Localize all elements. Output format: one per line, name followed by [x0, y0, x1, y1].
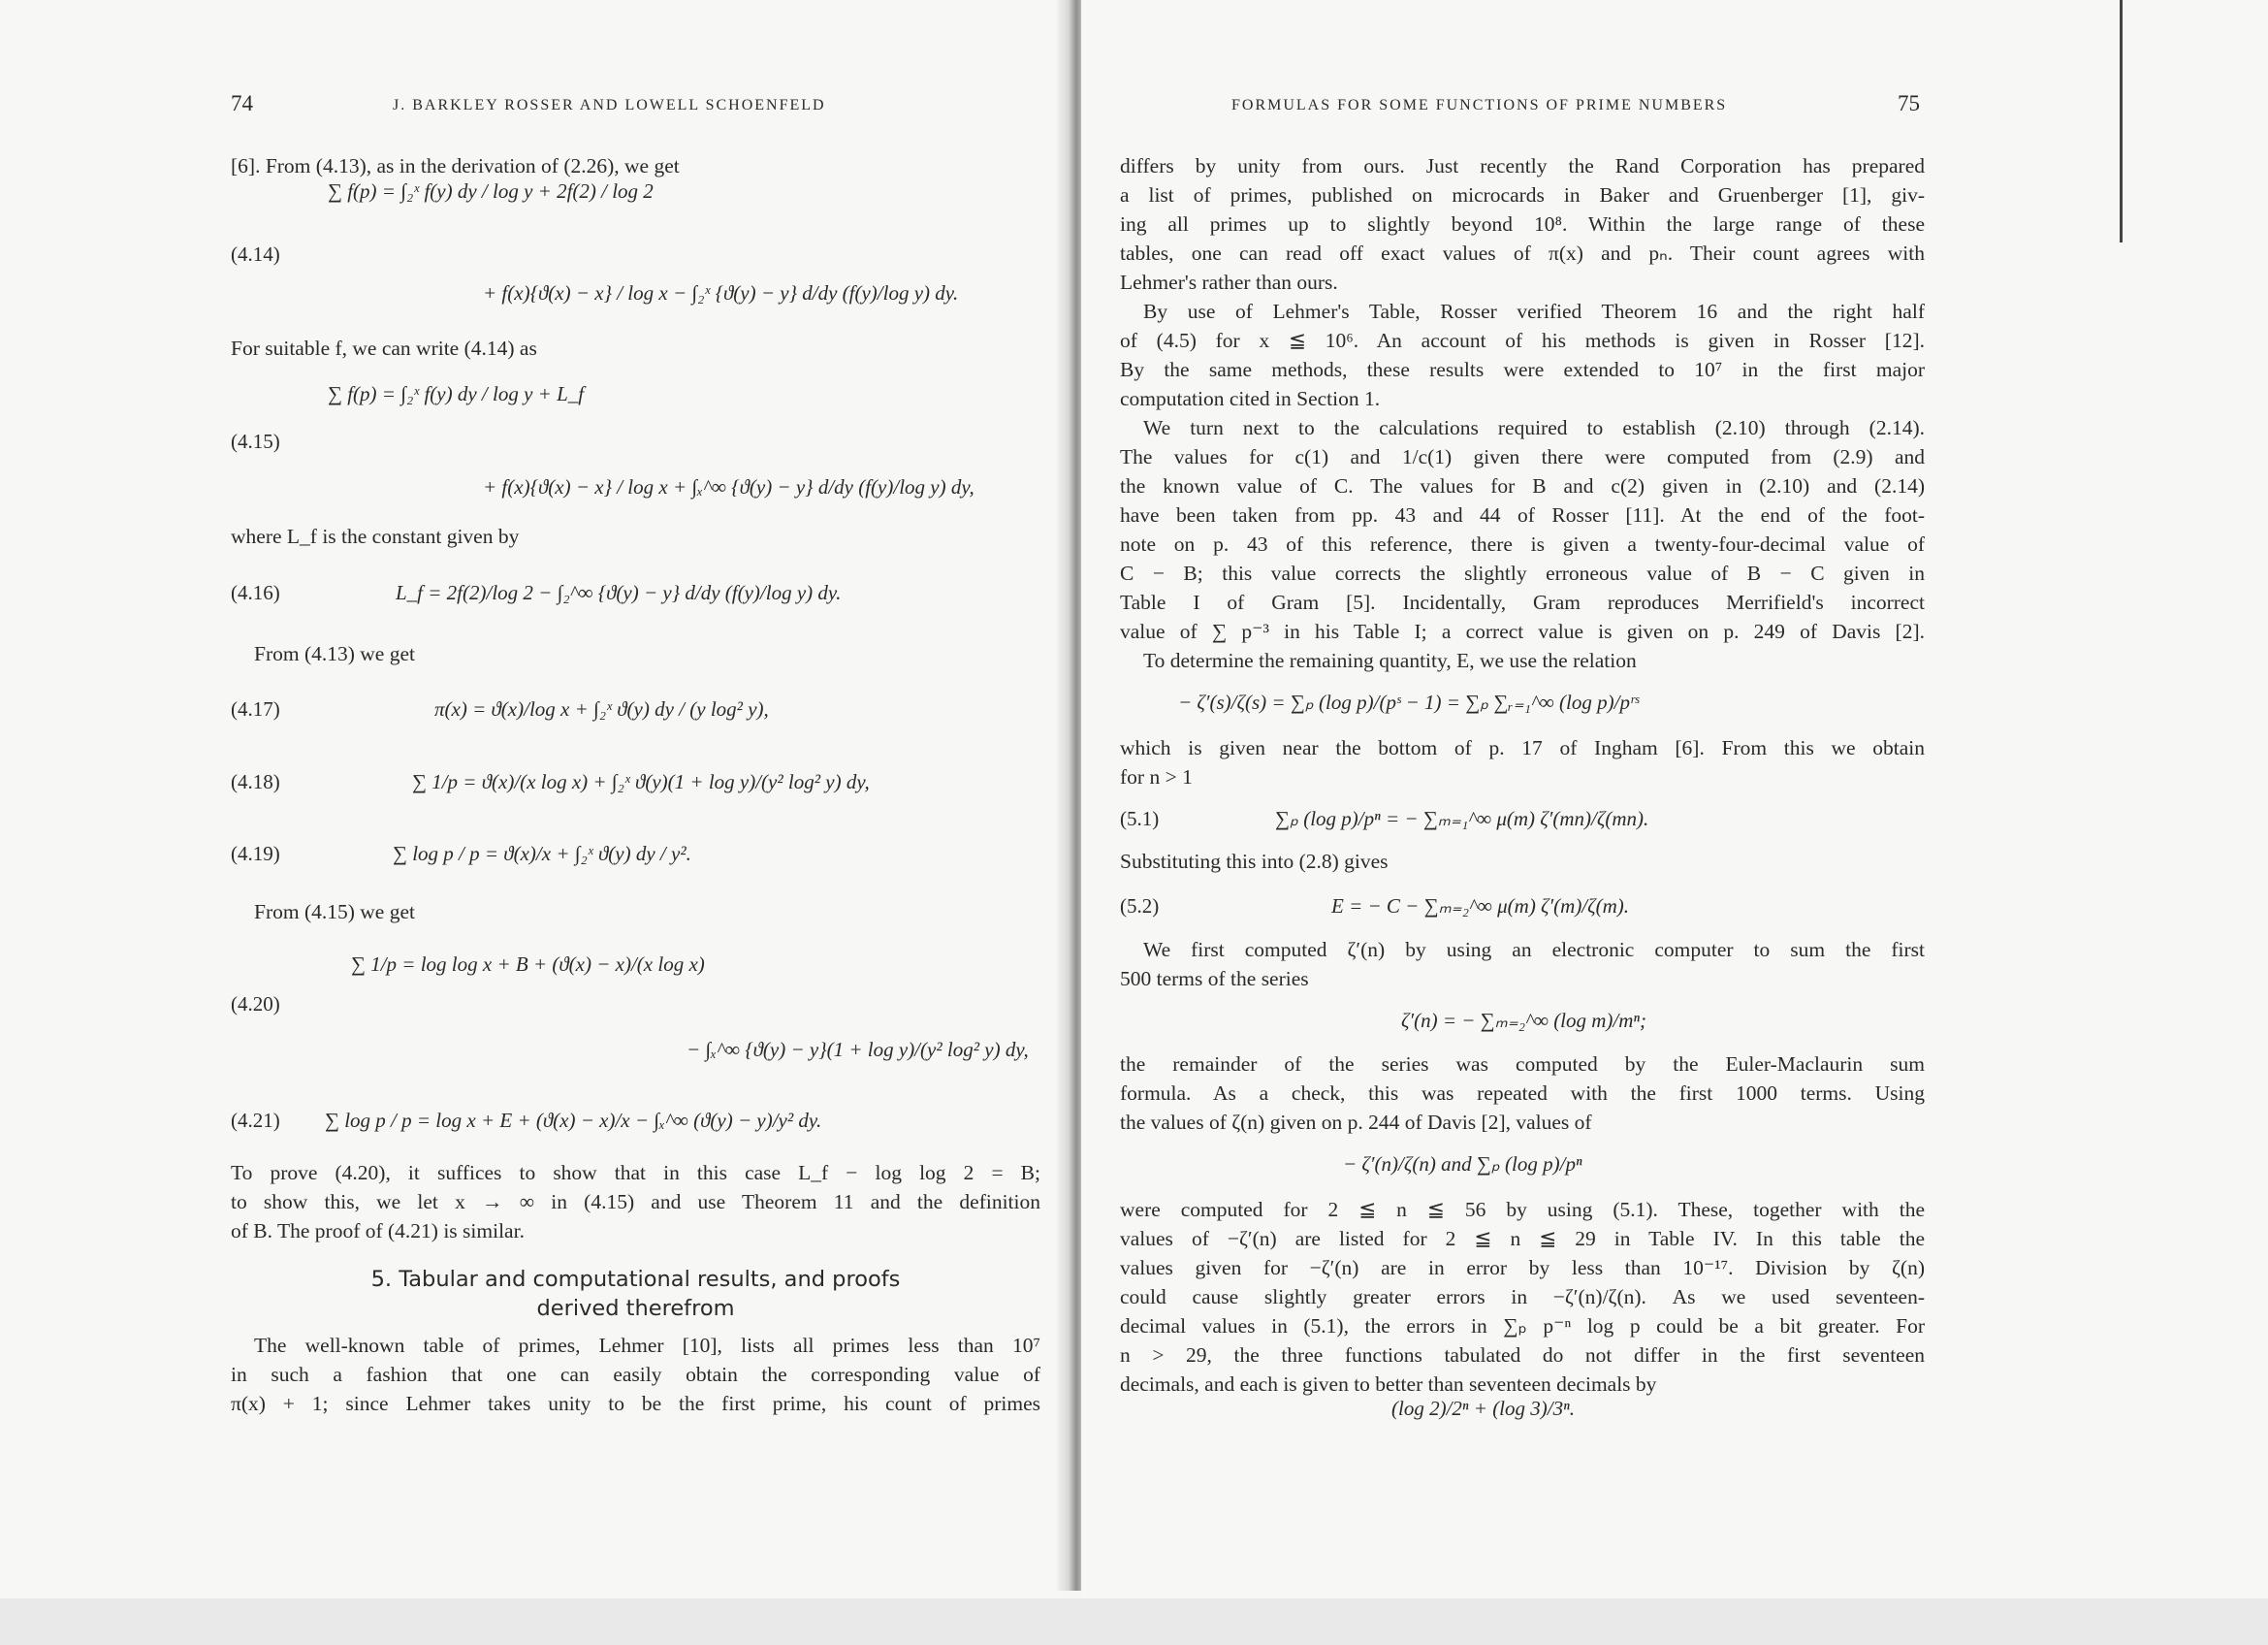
section-heading-line-2: derived therefrom — [536, 1296, 735, 1321]
para1-line-1: differs by unity from ours. Just recently the Rand Corporation has prepared — [1120, 154, 1925, 177]
eq-5-1-text: ∑ₚ (log p)/pⁿ = − ∑ₘ₌₁^∞ μ(m) ζ′(mn)/ζ(mn). — [1275, 807, 1649, 830]
para8-line-1: were computed for 2 ≦ n ≦ 56 by using (5.1). These, together with the — [1120, 1198, 1925, 1221]
from-4-15-line: From (4.15) we get — [254, 900, 415, 923]
para1-line-5: Lehmer's rather than ours. — [1120, 271, 1338, 294]
left-page-number: 74 — [231, 91, 253, 115]
para2-line-3: By the same methods, these results were extended to 10⁷ in the first major — [1120, 358, 1925, 381]
para6-line-1: We first computed ζ′(n) by using an electronic computer to sum the first — [1143, 938, 1925, 961]
eq-5-2-label: (5.2) — [1120, 894, 1160, 918]
relation-equation: − ζ′(s)/ζ(s) = ∑ₚ (log p)/(pˢ − 1) = ∑ₚ ∑ᵣ₌₁^∞ (log p)/pʳˢ — [1178, 691, 1640, 714]
para3-line-7: Table I of Gram [5]. Incidentally, Gram reproduces Merrifield's incorrect — [1120, 591, 1925, 614]
left-page — [0, 0, 1062, 1645]
proof-line-2: to show this, we let x → ∞ in (4.15) and use Theorem 11 and the definition — [231, 1190, 1040, 1213]
final-equation: (log 2)/2ⁿ + (log 3)/3ⁿ. — [1391, 1397, 1575, 1420]
eq-4-16-label: (4.16) — [231, 581, 280, 604]
para3-line-6: C − B; this value corrects the slightly erroneous value of B − C given in — [1120, 562, 1925, 585]
left-running-head: J. BARKLEY ROSSER AND LOWELL SCHOENFELD — [393, 97, 826, 113]
para7-line-2: formula. As a check, this was repeated with the first 1000 terms. Using — [1120, 1081, 1925, 1105]
right-page-number: 75 — [1898, 91, 1920, 115]
para3-line-3: the known value of C. The values for B and c(2) given in (2.10) and (2.14) — [1120, 474, 1925, 498]
eq-4-17-label: (4.17) — [231, 697, 280, 721]
para8-line-7: decimals, and each is given to better than seventeen decimals by — [1120, 1372, 1657, 1396]
proof-line-3: of B. The proof of (4.21) is similar. — [231, 1219, 525, 1242]
para3-line-8: value of ∑ p⁻³ in his Table I; a correct value is given on p. 249 of Davis [2]. — [1120, 620, 1925, 643]
para2-line-1: By use of Lehmer's Table, Rosser verified Theorem 16 and the right half — [1143, 300, 1925, 323]
eq-4-18-label: (4.18) — [231, 770, 280, 793]
para7-line-3: the values of ζ(n) given on p. 244 of Davis [2], values of — [1120, 1111, 1592, 1134]
para6-line-2: 500 terms of the series — [1120, 967, 1309, 990]
eq-4-18-text: ∑ 1/p = ϑ(x)/(x log x) + ∫₂ˣ ϑ(y)(1 + log y)/(y² log² y) dy, — [412, 770, 870, 793]
para3-line-4: have been taken from pp. 43 and 44 of Rosser [11]. At the end of the foot- — [1120, 503, 1925, 527]
section-line-2: in such a fashion that one can easily obtain the corresponding value of — [231, 1363, 1040, 1386]
para2-line-4: computation cited in Section 1. — [1120, 387, 1381, 410]
para8-line-6: n > 29, the three functions tabulated do not differ in the first seventeen — [1120, 1343, 1925, 1367]
eq-4-21-label: (4.21) — [231, 1109, 280, 1132]
eq-4-21-text: ∑ log p / p = log x + E + (ϑ(x) − x)/x − ∫ₓ^∞ (ϑ(y) − y)/y² dy. — [325, 1109, 822, 1132]
para4-line: To determine the remaining quantity, E, we use the relation — [1143, 649, 1637, 672]
eq-4-19-text: ∑ log p / p = ϑ(x)/x + ∫₂ˣ ϑ(y) dy / y². — [393, 842, 691, 865]
para8-line-3: values given for −ζ′(n) are in error by less than 10⁻¹⁷. Division by ζ(n) — [1120, 1256, 1925, 1279]
para8-line-5: decimal values in (5.1), the errors in ∑ₚ p⁻ⁿ log p could be a bit greater. For — [1120, 1314, 1925, 1338]
para3-line-1: We turn next to the calculations required to establish (2.10) through (2.14). — [1143, 416, 1925, 439]
scanner-bottom-band — [0, 1598, 2268, 1645]
eq-5-1-label: (5.1) — [1120, 807, 1160, 830]
para5-line-2: for n > 1 — [1120, 765, 1193, 789]
right-running-head: FORMULAS FOR SOME FUNCTIONS OF PRIME NUMBERS — [1231, 97, 1728, 113]
eq-4-17-text: π(x) = ϑ(x)/log x + ∫₂ˣ ϑ(y) dy / (y log² y), — [434, 697, 769, 721]
suitable-line: For suitable f, we can write (4.14) as — [231, 337, 537, 360]
para1-line-3: ing all primes up to slightly beyond 10⁸. Within the large range of these — [1120, 212, 1925, 236]
eq-4-20-line1: ∑ 1/p = log log x + B + (ϑ(x) − x)/(x log x) — [351, 952, 705, 976]
eq-4-19-label: (4.19) — [231, 842, 280, 865]
para2-line-2: of (4.5) for x ≦ 10⁶. An account of his methods is given in Rosser [12]. — [1120, 329, 1925, 352]
right-page — [1081, 0, 2268, 1645]
section-heading-line-1: 5. Tabular and computational results, and proofs — [370, 1267, 901, 1292]
para5-line-1: which is given near the bottom of p. 17 of Ingham [6]. From this we obtain — [1120, 736, 1925, 759]
paper-edge — [2120, 0, 2123, 242]
series-equation: ζ′(n) = − ∑ₘ₌₂^∞ (log m)/mⁿ; — [1401, 1009, 1647, 1032]
para3-line-2: The values for c(1) and 1/c(1) given there were computed from (2.9) and — [1120, 445, 1925, 468]
para8-line-4: could cause slightly greater errors in −ζ′(n)/ζ(n). As we used seventeen- — [1120, 1285, 1925, 1308]
para1-line-4: tables, one can read off exact values of π(x) and pₙ. Their count agrees with — [1120, 242, 1925, 265]
subst-line: Substituting this into (2.8) gives — [1120, 850, 1389, 873]
values-equation: − ζ′(n)/ζ(n) and ∑ₚ (log p)/pⁿ — [1343, 1152, 1582, 1176]
intro-line: [6]. From (4.13), as in the derivation of (2.26), we get — [231, 154, 680, 177]
para1-line-2: a list of primes, published on microcards in Baker and Gruenberger [1], giv- — [1120, 183, 1925, 207]
section-heading — [231, 1265, 1040, 1323]
eq-5-2-text: E = − C − ∑ₘ₌₂^∞ μ(m) ζ′(m)/ζ(m). — [1331, 894, 1630, 918]
eq-4-20-line2: − ∫ₓ^∞ {ϑ(y) − y}(1 + log y)/(y² log² y) dy, — [687, 1038, 1029, 1061]
section-line-1: The well-known table of primes, Lehmer [10], lists all primes less than 10⁷ — [254, 1334, 1040, 1357]
para7-line-1: the remainder of the series was computed by the Euler-Maclaurin sum — [1120, 1052, 1925, 1076]
eq-4-14-line2: + f(x){ϑ(x) − x} / log x − ∫₂ˣ {ϑ(y) − y} d/dy (f(y)/log y) dy. — [483, 281, 959, 305]
eq-4-16-text: L_f = 2f(2)/log 2 − ∫₂^∞ {ϑ(y) − y} d/dy (f(y)/log y) dy. — [396, 581, 842, 604]
eq-4-15-line2: + f(x){ϑ(x) − x} / log x + ∫ₓ^∞ {ϑ(y) − y} d/dy (f(y)/log y) dy, — [483, 475, 974, 499]
eq-4-15-label: (4.15) — [231, 430, 280, 453]
from-4-13-line: From (4.13) we get — [254, 642, 415, 665]
eq-4-14-line1: ∑ f(p) = ∫₂ˣ f(y) dy / log y + 2f(2) / log 2 — [328, 179, 654, 203]
eq-4-14-label: (4.14) — [231, 242, 280, 266]
para3-line-5: note on p. 43 of this reference, there is given a twenty-four-decimal value of — [1120, 532, 1925, 556]
eq-4-15-line1: ∑ f(p) = ∫₂ˣ f(y) dy / log y + L_f — [328, 382, 585, 405]
proof-line-1: To prove (4.20), it suffices to show that in this case L_f − log log 2 = B; — [231, 1161, 1040, 1184]
eq-4-20-label: (4.20) — [231, 992, 280, 1016]
para8-line-2: values of −ζ′(n) are listed for 2 ≦ n ≦ 29 in Table IV. In this table the — [1120, 1227, 1925, 1250]
where-line: where L_f is the constant given by — [231, 525, 520, 548]
section-line-3: π(x) + 1; since Lehmer takes unity to be the first prime, his count of primes — [231, 1392, 1040, 1415]
